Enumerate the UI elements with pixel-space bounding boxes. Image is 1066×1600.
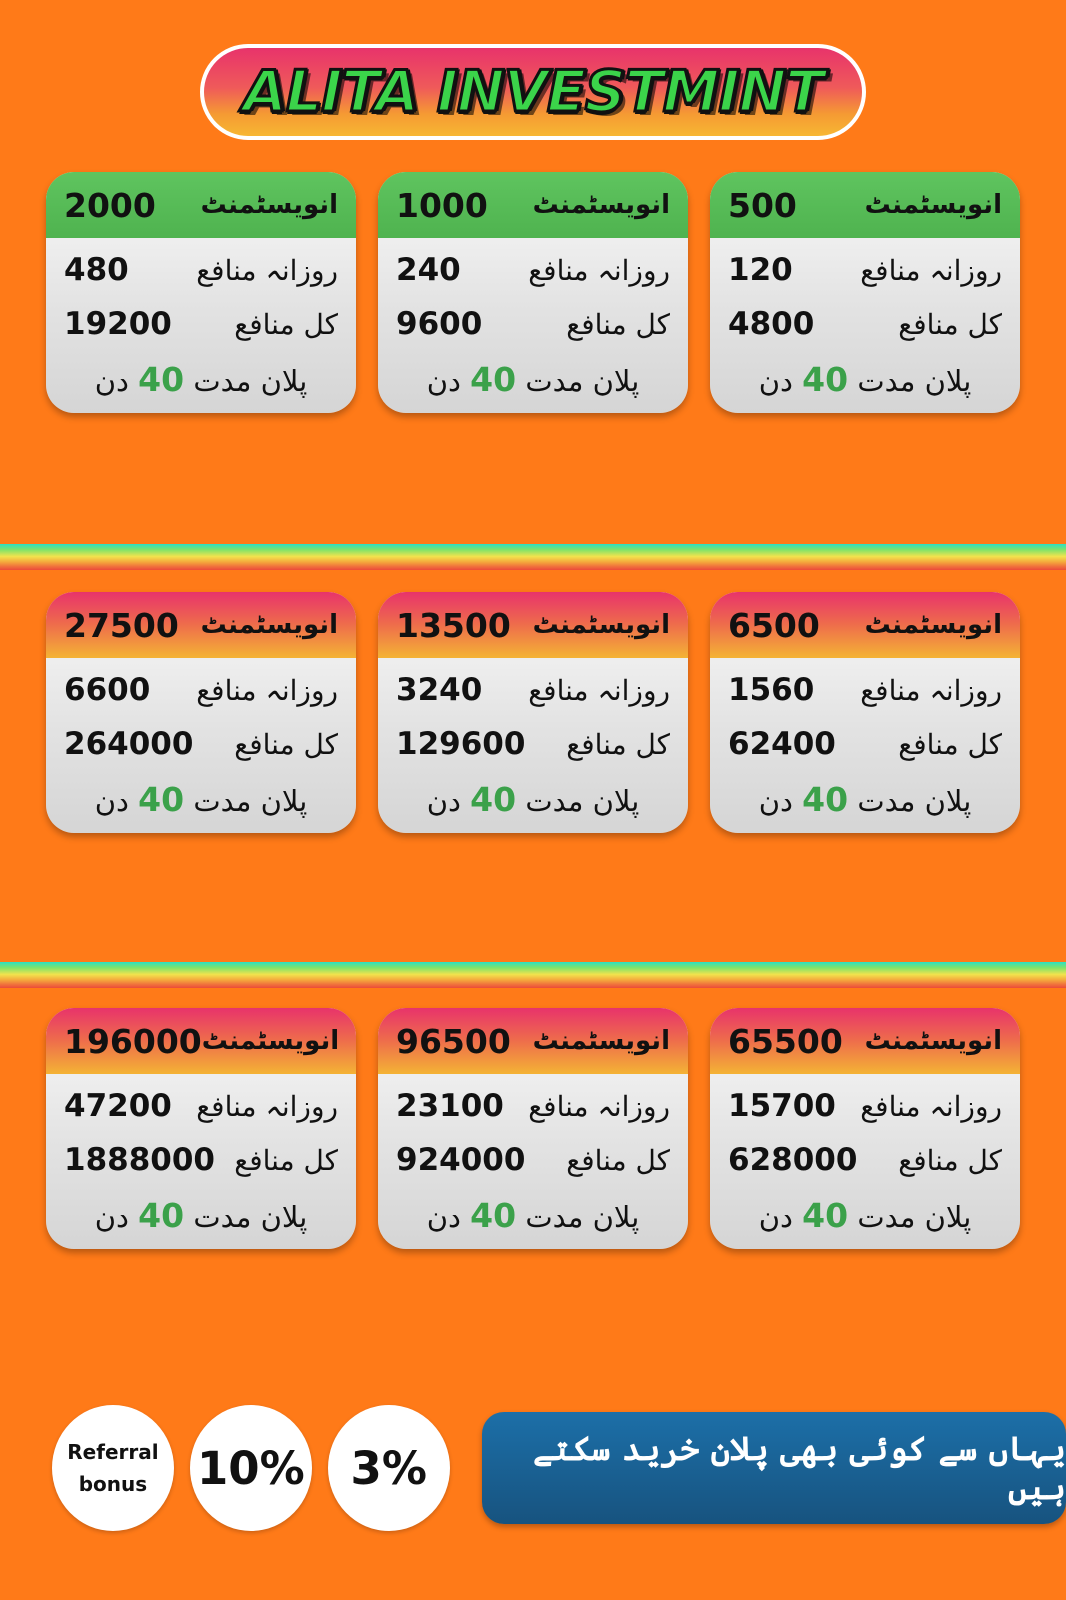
plan-total-profit-value: 264000 — [64, 726, 194, 762]
plan-daily-profit-row — [396, 1088, 670, 1124]
plan-daily-profit-row — [64, 252, 338, 288]
plan-total-profit-value: 62400 — [728, 726, 836, 762]
plan-row-1 — [0, 172, 1066, 413]
plan-card-body — [378, 658, 688, 819]
plan-row-3 — [0, 1008, 1066, 1249]
plan-duration-label: پلان مدت — [193, 784, 308, 818]
plan-total-profit-value: 628000 — [728, 1142, 858, 1178]
plan-duration-unit: دن — [94, 784, 129, 818]
referral-bonus-badge — [52, 1405, 174, 1531]
plan-total-profit-value: 19200 — [64, 306, 172, 342]
plan-duration-label: پلان مدت — [525, 1200, 640, 1234]
plan-duration-label: پلان مدت — [525, 784, 640, 818]
plan-duration-days: 40 — [138, 780, 185, 819]
plan-duration-row — [396, 780, 670, 819]
plan-duration-row — [728, 1196, 1002, 1235]
plan-duration-days: 40 — [802, 360, 849, 399]
plan-total-profit-row — [728, 306, 1002, 342]
plan-investment-amount: 96500 — [396, 1021, 511, 1061]
plan-card-body — [710, 238, 1020, 399]
plan-duration-days: 40 — [138, 1196, 185, 1235]
plan-investment-label: انویسٹمنٹ — [532, 610, 670, 640]
plan-card[interactable] — [46, 1008, 356, 1249]
plan-total-profit-value: 9600 — [396, 306, 483, 342]
plan-duration-days: 40 — [802, 1196, 849, 1235]
plan-total-profit-row — [396, 1142, 670, 1178]
plan-total-profit-value: 1888000 — [64, 1142, 215, 1178]
plan-duration-days: 40 — [470, 780, 517, 819]
plan-daily-profit-row — [396, 252, 670, 288]
purchase-note-text: یہاں سے کوئی بھی پلان خرید سکتے ہیں — [532, 1429, 1066, 1507]
plan-duration-unit: دن — [426, 1200, 461, 1234]
plan-card-header — [378, 1008, 688, 1074]
plan-daily-profit-row — [64, 672, 338, 708]
plan-daily-profit-value: 15700 — [728, 1088, 836, 1124]
plan-total-profit-label: کل منافع — [566, 307, 670, 341]
plan-card[interactable] — [378, 1008, 688, 1249]
plan-total-profit-value: 129600 — [396, 726, 526, 762]
plan-investment-label: انویسٹمنٹ — [864, 610, 1002, 640]
plan-daily-profit-value: 47200 — [64, 1088, 172, 1124]
plan-total-profit-row — [396, 726, 670, 762]
plan-duration-unit: دن — [426, 364, 461, 398]
plan-duration-unit: دن — [758, 364, 793, 398]
plan-card-body — [46, 238, 356, 399]
plan-card-header — [710, 592, 1020, 658]
plan-card[interactable] — [710, 1008, 1020, 1249]
plan-card[interactable] — [46, 592, 356, 833]
plan-duration-label: پلان مدت — [857, 364, 972, 398]
plan-duration-label: پلان مدت — [857, 784, 972, 818]
plan-duration-unit: دن — [758, 1200, 793, 1234]
plan-investment-amount: 6500 — [728, 605, 820, 645]
plan-daily-profit-label: روزانہ منافع — [860, 253, 1002, 287]
plan-card[interactable] — [710, 592, 1020, 833]
plan-duration-unit: دن — [94, 364, 129, 398]
plan-total-profit-row — [64, 1142, 338, 1178]
plan-duration-days: 40 — [470, 1196, 517, 1235]
plan-total-profit-row — [64, 306, 338, 342]
plan-total-profit-label: کل منافع — [566, 1143, 670, 1177]
plan-duration-row — [64, 780, 338, 819]
plan-card-body — [710, 1074, 1020, 1235]
plan-duration-unit: دن — [758, 784, 793, 818]
title-banner — [200, 44, 866, 140]
rainbow-divider-1 — [0, 544, 1066, 570]
plan-card[interactable] — [378, 592, 688, 833]
plan-total-profit-row — [396, 306, 670, 342]
plan-investment-amount: 65500 — [728, 1021, 843, 1061]
plan-card-header — [710, 1008, 1020, 1074]
plan-total-profit-row — [728, 1142, 1002, 1178]
plan-daily-profit-row — [396, 672, 670, 708]
plan-investment-label: انویسٹمنٹ — [200, 190, 338, 220]
referral-percent-level-1-value: 10% — [196, 1441, 305, 1495]
plan-duration-label: پلان مدت — [193, 1200, 308, 1234]
plan-duration-row — [396, 1196, 670, 1235]
plan-card-body — [46, 1074, 356, 1235]
plan-investment-amount: 13500 — [396, 605, 511, 645]
plan-card-body — [378, 238, 688, 399]
plan-card-body — [46, 658, 356, 819]
plan-daily-profit-label: روزانہ منافع — [528, 1089, 670, 1123]
plan-duration-row — [728, 780, 1002, 819]
plan-daily-profit-label: روزانہ منافع — [196, 1089, 338, 1123]
plan-daily-profit-value: 120 — [728, 252, 793, 288]
plan-daily-profit-label: روزانہ منافع — [860, 1089, 1002, 1123]
plan-row-2 — [0, 592, 1066, 833]
plan-card-header — [378, 172, 688, 238]
page-title: ALITA INVESTMINT — [242, 59, 824, 125]
plan-investment-amount: 27500 — [64, 605, 179, 645]
referral-percent-level-2 — [328, 1405, 450, 1531]
plan-total-profit-label: کل منافع — [898, 727, 1002, 761]
plan-daily-profit-value: 3240 — [396, 672, 483, 708]
plan-duration-label: پلان مدت — [193, 364, 308, 398]
plan-investment-label: انویسٹمنٹ — [864, 1026, 1002, 1056]
plan-investment-label: انویسٹمنٹ — [864, 190, 1002, 220]
plan-daily-profit-value: 23100 — [396, 1088, 504, 1124]
plan-investment-amount: 196000 — [64, 1021, 202, 1061]
plan-total-profit-row — [64, 726, 338, 762]
plan-card-body — [378, 1074, 688, 1235]
plan-investment-label: انویسٹمنٹ — [200, 610, 338, 640]
plan-investment-amount: 2000 — [64, 185, 156, 225]
plan-duration-unit: دن — [94, 1200, 129, 1234]
plan-total-profit-label: کل منافع — [234, 1143, 338, 1177]
plan-investment-label: انویسٹمنٹ — [201, 1026, 340, 1056]
plan-card-header — [46, 592, 356, 658]
plan-total-profit-label: کل منافع — [898, 1143, 1002, 1177]
plan-duration-row — [64, 360, 338, 399]
plan-daily-profit-label: روزانہ منافع — [860, 673, 1002, 707]
plan-card-header — [378, 592, 688, 658]
plan-duration-label: پلان مدت — [857, 1200, 972, 1234]
plan-total-profit-value: 4800 — [728, 306, 815, 342]
plan-daily-profit-row — [728, 672, 1002, 708]
plan-total-profit-label: کل منافع — [898, 307, 1002, 341]
plan-daily-profit-label: روزانہ منافع — [196, 253, 338, 287]
plan-daily-profit-value: 480 — [64, 252, 129, 288]
plan-daily-profit-label: روزانہ منافع — [528, 253, 670, 287]
plan-investment-amount: 1000 — [396, 185, 488, 225]
plan-total-profit-row — [728, 726, 1002, 762]
plan-daily-profit-label: روزانہ منافع — [528, 673, 670, 707]
plan-duration-unit: دن — [426, 784, 461, 818]
plan-daily-profit-label: روزانہ منافع — [196, 673, 338, 707]
plan-daily-profit-row — [728, 1088, 1002, 1124]
plan-card[interactable] — [378, 172, 688, 413]
footer — [0, 1398, 1066, 1538]
plan-card[interactable] — [46, 172, 356, 413]
plan-total-profit-label: کل منافع — [566, 727, 670, 761]
referral-percent-level-1 — [190, 1405, 312, 1531]
plan-daily-profit-value: 1560 — [728, 672, 815, 708]
plan-duration-days: 40 — [138, 360, 185, 399]
plan-card-header — [46, 172, 356, 238]
rainbow-divider-2 — [0, 962, 1066, 988]
plan-card-header — [710, 172, 1020, 238]
plan-daily-profit-row — [64, 1088, 338, 1124]
purchase-note-box — [482, 1412, 1066, 1524]
plan-duration-days: 40 — [802, 780, 849, 819]
plan-investment-label: انویسٹمنٹ — [532, 1026, 670, 1056]
plan-card-header — [46, 1008, 356, 1074]
referral-percent-level-2-value: 3% — [350, 1441, 427, 1495]
plan-card[interactable] — [710, 172, 1020, 413]
plan-duration-days: 40 — [470, 360, 517, 399]
plan-investment-amount: 500 — [728, 185, 797, 225]
plan-daily-profit-row — [728, 252, 1002, 288]
referral-bonus-line2: bonus — [78, 1472, 148, 1496]
plan-duration-row — [396, 360, 670, 399]
referral-bonus-line1: Referral — [67, 1440, 159, 1464]
plan-card-body — [710, 658, 1020, 819]
plan-duration-label: پلان مدت — [525, 364, 640, 398]
plan-daily-profit-value: 240 — [396, 252, 461, 288]
plan-total-profit-value: 924000 — [396, 1142, 526, 1178]
plan-investment-label: انویسٹمنٹ — [532, 190, 670, 220]
plan-daily-profit-value: 6600 — [64, 672, 151, 708]
plan-duration-row — [64, 1196, 338, 1235]
plan-duration-row — [728, 360, 1002, 399]
plan-total-profit-label: کل منافع — [234, 307, 338, 341]
plan-total-profit-label: کل منافع — [234, 727, 338, 761]
